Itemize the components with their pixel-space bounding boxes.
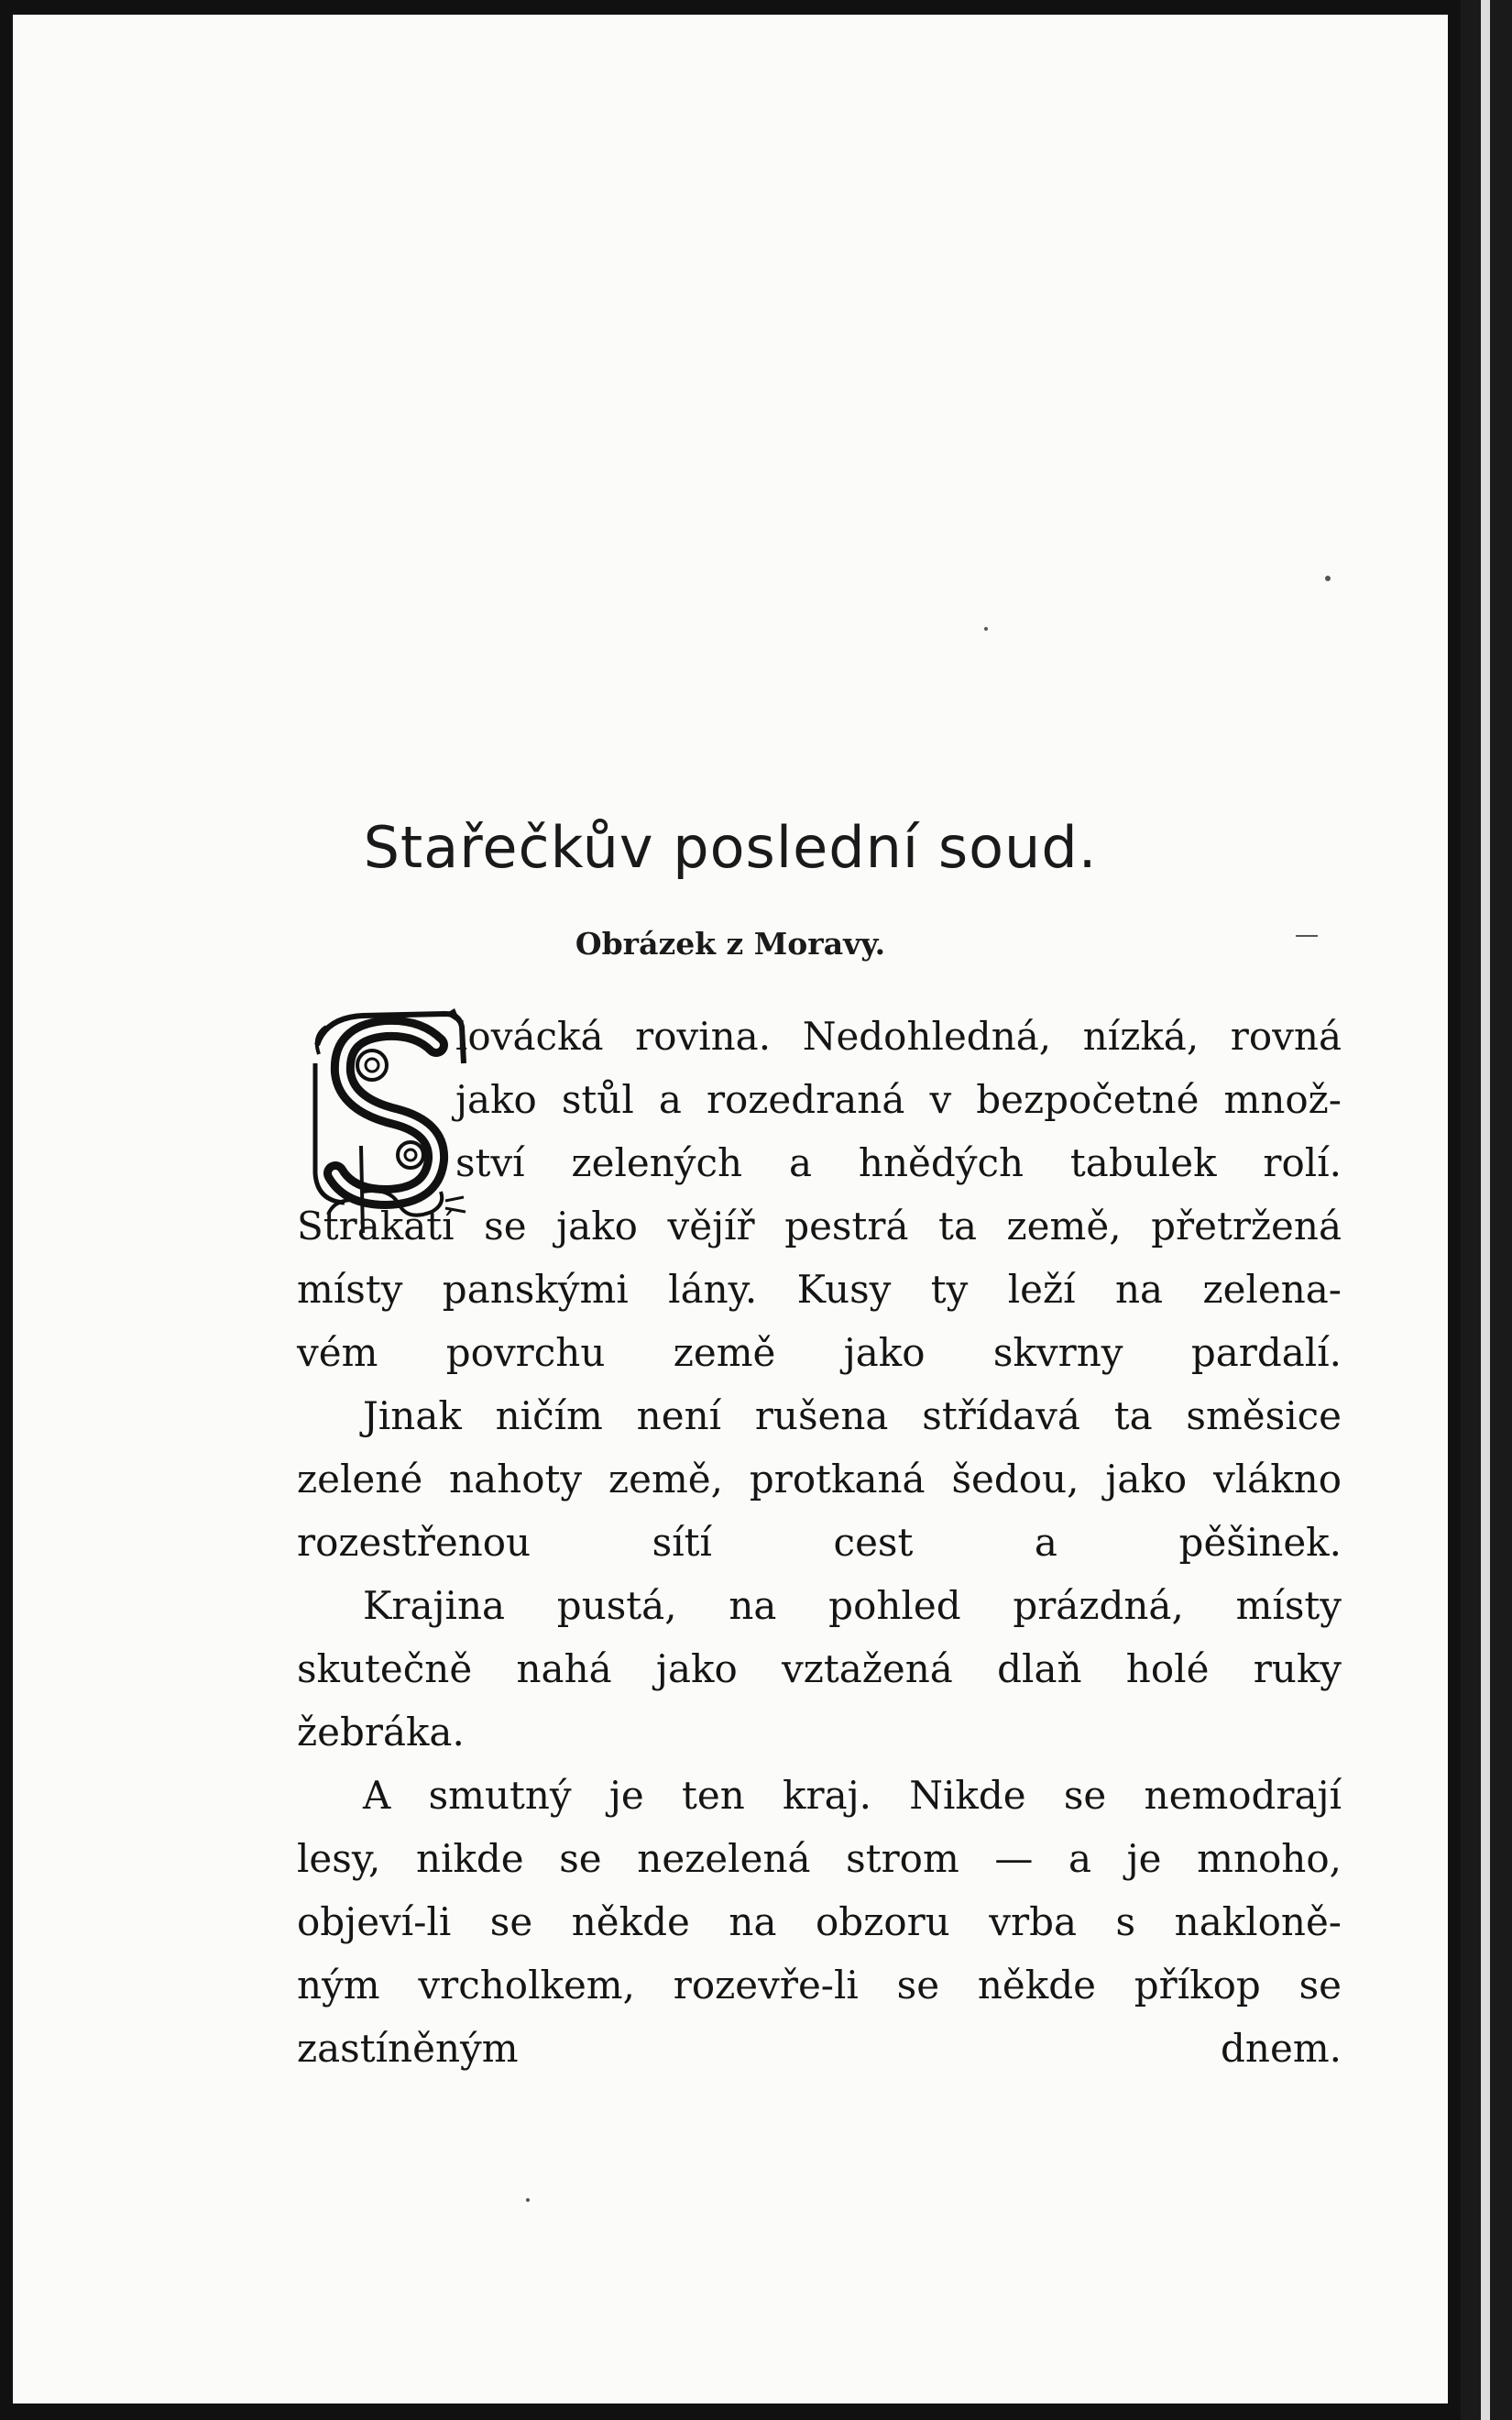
text-line: žebráka. [297, 1710, 465, 1754]
text-line: objeví-li se někde na obzoru vrba s nakloně- [297, 1899, 1342, 1944]
chapter-subtitle: Obrázek z Moravy. [575, 926, 886, 962]
text-line: Strakatí se jako vějíř pestrá ta země, přetržená [297, 1204, 1342, 1248]
speck [984, 627, 988, 631]
text-line: Jinak ničím není rušena střídavá ta směsice [363, 1393, 1342, 1438]
text-line: jako stůl a rozedraná v bezpočetné množ- [455, 1077, 1342, 1122]
paragraph [297, 1384, 1342, 1574]
speck [1325, 576, 1331, 581]
text-line: lovácká rovina. Nedohledná, nízká, rovná [455, 1014, 1342, 1059]
text-line: lesy, nikde se nezelená strom — a je mnoho, [297, 1836, 1342, 1881]
text-line: vém povrchu země jako skvrny pardalí. [297, 1330, 1342, 1375]
text-line: ství zelených a hnědých tabulek rolí. [455, 1140, 1342, 1185]
paragraph [297, 1005, 1342, 1384]
text-line: místy panskými lány. Kusy ty leží na zelena- [297, 1267, 1342, 1312]
text-line: zastíněným dnem. [297, 2026, 1342, 2071]
text-line: A smutný je ten kraj. Nikde se nemodrají [363, 1773, 1342, 1818]
page-edge-strip [1481, 0, 1490, 2420]
book-page [13, 15, 1448, 2404]
body-text [297, 1005, 1342, 2080]
paragraph [297, 1574, 1342, 1764]
text-line: skutečně nahá jako vztažená dlaň holé ruky [297, 1646, 1342, 1691]
speck [526, 2198, 530, 2202]
chapter-title: Stařečkův poslední soud. [363, 814, 1098, 881]
page-edge [1461, 0, 1512, 2420]
speck [1296, 935, 1318, 937]
text-line: zelené nahoty země, protkaná šedou, jako vlákno [297, 1457, 1342, 1502]
text-line: rozestřenou sítí cest a pěšinek. [297, 1520, 1342, 1565]
text-line: Krajina pustá, na pohled prázdná, místy [363, 1583, 1342, 1628]
paragraph [297, 1764, 1342, 2080]
text-line: ným vrcholkem, rozevře-li se někde příkop se [297, 1963, 1342, 2008]
